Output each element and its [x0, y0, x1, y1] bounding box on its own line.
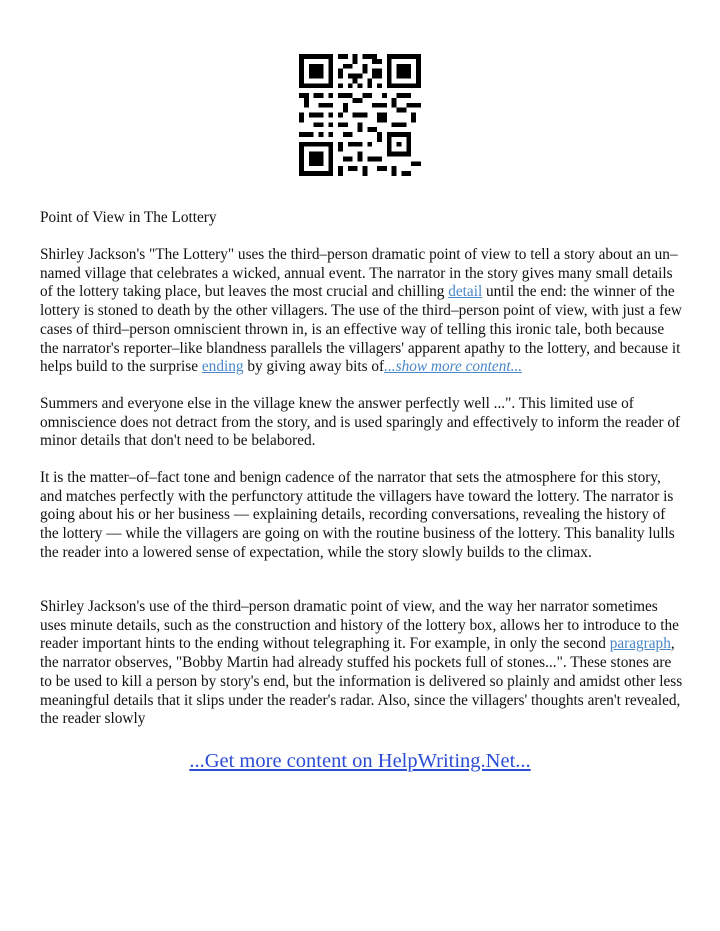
paragraph-3: It is the matter–of–fact tone and benign cadence of the narrator that sets the atmosphere for this story, and matches perfectly with the perfunctory attitude the villagers have toward the lottery. The narrator is going about his or her business — explaining details, recording conversations, revealing the history of the lottery — while the villagers are going on with the routine business of the lottery. This banality lulls the reader into a lowered sense of expectation, while the story slowly builds to the climax. — [40, 469, 675, 561]
ending-link[interactable]: ending — [201, 358, 244, 376]
paragraph-1-text-c: by giving away bits of — [243, 358, 385, 376]
get-more-content-link[interactable]: ...Get more content on HelpWriting.Net... — [189, 750, 531, 772]
paragraph-link[interactable]: paragraph — [609, 635, 671, 653]
paragraph-1-text-a: Shirley Jackson's "The Lottery" uses the third–person dramatic point of view to tell a story about an un–named village that celebrates a wicked, annual event. The narrator in the story gives many small details of the lottery taking place, but leaves the most crucial and chilling — [40, 246, 678, 301]
page-title: Point of View in The Lottery — [40, 209, 217, 226]
paragraph-1-text-b: until the end: the winner of the lottery is stoned to death by the other villagers. The use of the third–person point of view, with just a few cases of third–person omniscient thrown in, is an effective way of telling this ironic tale, both because the narrator's reporter–like blandness parallels the villagers' apparent apathy to the lottery, and because it helps build to the surprise — [40, 283, 682, 376]
paragraph-4-text-b: , the narrator observes, "Bobby Martin had already stuffed his pockets full of stones...". These stones are to be used to kill a person by story's end, but the information is delivered so plainly and amidst other less meaningful details that it slips under the reader's radar. Also, since the villagers' thoughts aren't revealed, the reader slowly — [40, 635, 683, 728]
detail-link[interactable]: detail — [448, 283, 483, 301]
qr-code — [299, 54, 421, 176]
paragraph-4-text-a: Shirley Jackson's use of the third–person dramatic point of view, and the way her narrator sometimes uses minute details, such as the construction and history of the lottery box, allows her to introduce to the reader important hints to the ending without telegraphing it. For example, in only the second — [40, 598, 679, 653]
paragraph-1 — [40, 246, 685, 377]
show-more-link[interactable]: ...show more content... — [384, 358, 523, 376]
get-more-content-banner — [0, 749, 720, 773]
paragraph-4 — [40, 598, 685, 729]
paragraph-2: Summers and everyone else in the village knew the answer perfectly well ...". This limited use of omniscience does not detract from the story, and is used sparingly and effectively to inform the reader of minor details that don't need to be belabored. — [40, 395, 681, 450]
